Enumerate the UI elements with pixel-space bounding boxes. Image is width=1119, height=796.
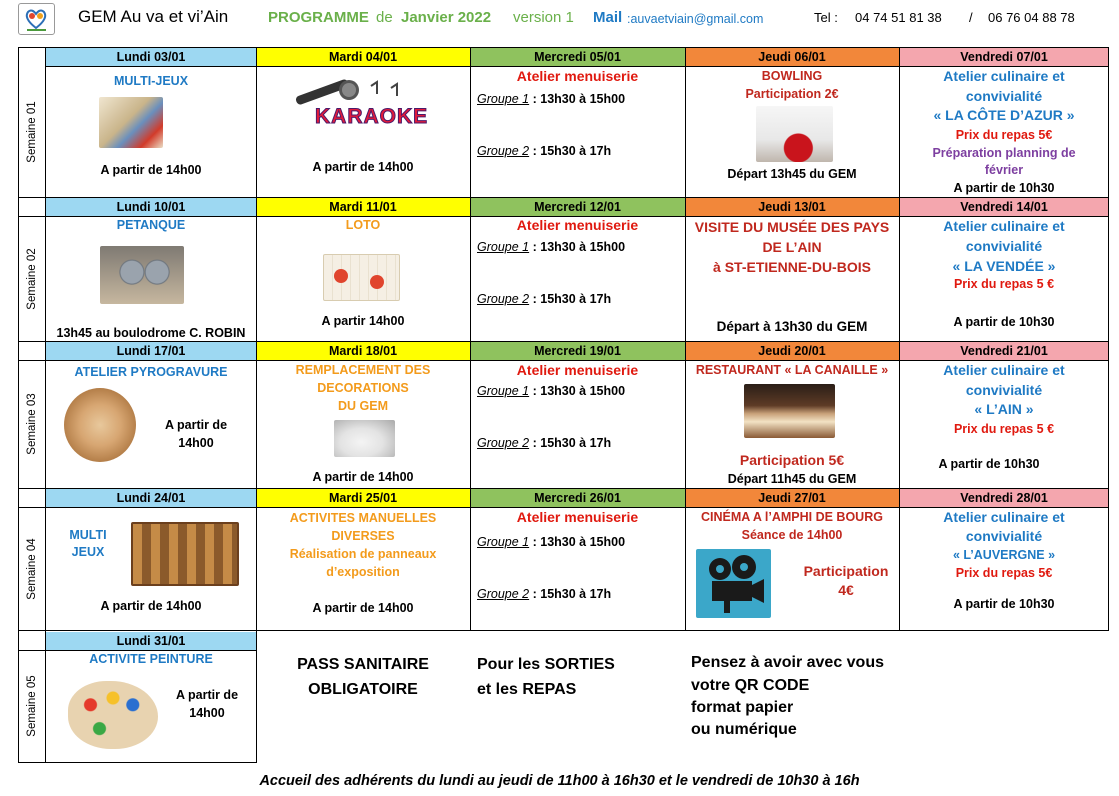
day-header-tuesday: Mardi 11/01 xyxy=(256,198,470,216)
tel-label: Tel : xyxy=(814,10,838,25)
activity-title: LOTO xyxy=(345,218,381,232)
board-games-photo xyxy=(99,97,163,148)
activity-title: ACTIVITES MANUELLES xyxy=(289,511,437,525)
grid-line xyxy=(470,47,471,631)
activity-time: A partir de 14h00 xyxy=(100,599,202,613)
day-header-thursday: Jeudi 13/01 xyxy=(685,198,899,216)
grid-line xyxy=(18,488,1109,489)
activity-title: DE L’AIN xyxy=(762,239,822,255)
activity-info: Départ 13h45 du GEM xyxy=(727,167,857,181)
activity-title: PETANQUE xyxy=(116,218,186,232)
karaoke-text: KARAOKE xyxy=(315,105,429,128)
programme-label: PROGRAMME xyxy=(268,9,369,26)
activity-time: A partir de 10h30 xyxy=(953,597,1055,611)
week-label: Semaine 04 xyxy=(26,538,38,600)
activity-theme: « L’AIN » xyxy=(974,401,1034,417)
programme-de: de xyxy=(376,9,393,26)
group-1-time: : 13h30 à 15h00 xyxy=(532,535,626,549)
group-2-schedule xyxy=(477,435,611,451)
programme-version: version 1 xyxy=(513,9,574,26)
group-1-schedule xyxy=(477,383,625,399)
game-box-photo xyxy=(131,522,239,586)
bowling-photo xyxy=(756,106,833,162)
grid-line xyxy=(18,47,19,763)
day-header-friday: Vendredi 14/01 xyxy=(899,198,1109,216)
seal-decoration-photo xyxy=(334,420,395,457)
film-camera-image xyxy=(696,549,771,618)
group-1-label: Groupe 1 xyxy=(477,92,530,106)
activity-subtitle: Séance de 14h00 xyxy=(741,528,843,542)
week-label: Semaine 05 xyxy=(26,675,38,737)
activity-title: ATELIER PYROGRAVURE xyxy=(74,365,228,379)
activity-time: A partir de 10h30 xyxy=(953,181,1055,195)
activity-time: A partir de 14h00 xyxy=(312,470,414,484)
qr-code-note: votre QR CODE xyxy=(691,677,810,694)
group-2-label: Groupe 2 xyxy=(477,436,530,450)
activity-price: Participation xyxy=(803,563,889,579)
activity-title: Atelier menuiserie xyxy=(516,509,639,525)
activity-theme: « LA CÔTE D’AZUR » xyxy=(933,107,1075,123)
activity-title: Atelier menuiserie xyxy=(516,68,639,84)
loto-token xyxy=(334,269,348,283)
activity-title: VISITE DU MUSÉE DES PAYS xyxy=(694,219,890,235)
qr-code-note: Pensez à avoir avec vous xyxy=(691,654,884,671)
week-label: Semaine 02 xyxy=(26,248,38,310)
mail-value[interactable]: :auvaetviain@gmail.com xyxy=(627,12,764,26)
activity-price: 4€ xyxy=(838,582,854,598)
activity-time: 14h00 xyxy=(178,436,214,450)
mail-label: Mail xyxy=(593,9,623,26)
activity-price: Prix du repas 5€ xyxy=(955,566,1053,580)
group-2-time: : 15h30 à 17h xyxy=(532,587,612,601)
day-header-wednesday: Mercredi 26/01 xyxy=(470,489,685,507)
activity-title: DIVERSES xyxy=(331,529,395,543)
group-2-label: Groupe 2 xyxy=(477,144,530,158)
activity-subtitle: convivialité xyxy=(965,382,1043,398)
group-2-time: : 15h30 à 17h xyxy=(532,436,612,450)
day-header-monday: Lundi 24/01 xyxy=(46,489,256,507)
group-1-schedule xyxy=(477,91,625,107)
pyrography-wood-photo xyxy=(64,388,136,462)
activity-price: Prix du repas 5 € xyxy=(953,277,1055,291)
activity-title: Atelier culinaire et xyxy=(943,68,1065,84)
activity-extra: février xyxy=(984,163,1024,177)
activity-theme: « LA VENDÉE » xyxy=(952,258,1056,274)
restaurant-photo xyxy=(744,384,835,438)
pass-sanitaire-note: PASS SANITAIRE xyxy=(297,656,429,673)
group-1-schedule xyxy=(477,239,625,255)
activity-title: CINÉMA A l’AMPHI DE BOURG xyxy=(701,510,883,524)
group-2-schedule xyxy=(477,586,611,602)
activity-subtitle: d’exposition xyxy=(326,565,400,579)
day-header-monday: Lundi 10/01 xyxy=(46,198,256,216)
day-header-friday: Vendredi 07/01 xyxy=(899,48,1109,66)
day-header-tuesday: Mardi 04/01 xyxy=(256,48,470,66)
activity-price: Participation 5€ xyxy=(739,452,845,468)
activity-subtitle: convivialité xyxy=(965,528,1043,544)
week-label: Semaine 03 xyxy=(26,393,38,455)
day-header-tuesday: Mardi 18/01 xyxy=(256,342,470,360)
day-header-friday: Vendredi 28/01 xyxy=(899,489,1109,507)
sorties-note: Pour les SORTIES xyxy=(477,656,615,673)
day-header-thursday: Jeudi 20/01 xyxy=(685,342,899,360)
sorties-note: et les REPAS xyxy=(477,681,577,698)
tel-separator: / xyxy=(969,10,973,25)
activity-theme: « L’AUVERGNE » xyxy=(952,548,1056,562)
activity-title: Atelier culinaire et xyxy=(943,509,1065,525)
activity-time: A partir 14h00 xyxy=(321,314,405,328)
grid-line xyxy=(18,47,1109,48)
activity-title: Atelier menuiserie xyxy=(516,362,639,378)
day-header-wednesday: Mercredi 12/01 xyxy=(470,198,685,216)
grid-line xyxy=(18,197,1109,198)
activity-title: REMPLACEMENT DES xyxy=(295,363,431,377)
activity-time: A partir de 10h30 xyxy=(953,315,1055,329)
activity-title: à ST-ETIENNE-DU-BOIS xyxy=(713,259,871,275)
tel-1: 04 74 51 81 38 xyxy=(855,10,942,25)
group-2-label: Groupe 2 xyxy=(477,587,530,601)
qr-code-note: format papier xyxy=(691,699,794,716)
activity-info: Départ 11h45 du GEM xyxy=(727,472,857,486)
week-label: Semaine 01 xyxy=(26,101,38,163)
activity-price: Participation 2€ xyxy=(745,87,839,101)
day-header-wednesday: Mercredi 19/01 xyxy=(470,342,685,360)
activity-title: RESTAURANT « LA CANAILLE » xyxy=(695,363,889,377)
group-2-schedule xyxy=(477,143,611,159)
heart-logo-icon xyxy=(19,4,54,34)
activity-time: A partir de xyxy=(175,688,239,702)
group-1-label: Groupe 1 xyxy=(477,384,530,398)
activity-time: A partir de xyxy=(164,418,228,432)
activity-subtitle: Réalisation de panneaux xyxy=(289,547,437,561)
activity-title: Atelier culinaire et xyxy=(943,362,1065,378)
activity-price: Prix du repas 5€ xyxy=(955,128,1053,142)
group-1-label: Groupe 1 xyxy=(477,535,530,549)
paint-palette-photo xyxy=(68,681,158,749)
group-2-time: : 15h30 à 17h xyxy=(532,292,612,306)
day-header-friday: Vendredi 21/01 xyxy=(899,342,1109,360)
activity-title: Atelier culinaire et xyxy=(943,218,1065,234)
group-1-schedule xyxy=(477,534,625,550)
activity-title: BOWLING xyxy=(761,69,823,83)
day-header-monday: Lundi 17/01 xyxy=(46,342,256,360)
footer-opening-hours: Accueil des adhérents du lundi au jeudi de 11h00 à 16h30 et le vendredi de 10h30 à 16h xyxy=(259,773,860,789)
activity-title: DU GEM xyxy=(338,399,388,413)
activity-title: DECORATIONS xyxy=(317,381,409,395)
activity-time: 14h00 xyxy=(189,706,225,720)
grid-line xyxy=(18,630,1109,631)
gem-logo xyxy=(18,3,55,35)
activity-title: MULTI xyxy=(69,528,107,542)
activity-time: 13h45 au boulodrome C. ROBIN xyxy=(56,326,246,340)
tel-2: 06 76 04 88 78 xyxy=(988,10,1075,25)
group-1-time: : 13h30 à 15h00 xyxy=(532,92,626,106)
activity-info: Départ à 13h30 du GEM xyxy=(716,319,868,334)
pass-sanitaire-note: OBLIGATOIRE xyxy=(308,681,418,698)
qr-code-note: ou numérique xyxy=(691,721,797,738)
loto-token xyxy=(370,275,384,289)
group-1-label: Groupe 1 xyxy=(477,240,530,254)
grid-line xyxy=(18,762,256,763)
day-header-monday: Lundi 03/01 xyxy=(46,48,256,66)
group-1-time: : 13h30 à 15h00 xyxy=(532,384,626,398)
programme-month: Janvier 2022 xyxy=(401,9,492,26)
day-header-thursday: Jeudi 06/01 xyxy=(685,48,899,66)
activity-price: Prix du repas 5 € xyxy=(953,422,1055,436)
activity-title: ACTIVITE PEINTURE xyxy=(89,652,213,666)
petanque-balls-photo xyxy=(100,246,184,304)
activity-title: Atelier menuiserie xyxy=(516,217,639,233)
group-2-label: Groupe 2 xyxy=(477,292,530,306)
activity-time: A partir de 14h00 xyxy=(312,160,414,174)
day-header-thursday: Jeudi 27/01 xyxy=(685,489,899,507)
activity-title: JEUX xyxy=(71,545,105,559)
activity-time: A partir de 14h00 xyxy=(100,163,202,177)
activity-time: A partir de 14h00 xyxy=(312,601,414,615)
activity-title: MULTI-JEUX xyxy=(113,74,189,88)
group-2-time: : 15h30 à 17h xyxy=(532,144,612,158)
loto-card-photo xyxy=(323,254,400,301)
activity-subtitle: convivialité xyxy=(965,88,1043,104)
film-camera-icon xyxy=(696,549,771,618)
activity-extra: Préparation planning de xyxy=(932,146,1076,160)
activity-time: A partir de 10h30 xyxy=(938,457,1040,471)
day-header-monday: Lundi 31/01 xyxy=(46,632,256,650)
org-name: GEM Au va et vi’Ain xyxy=(78,7,229,26)
day-header-tuesday: Mardi 25/01 xyxy=(256,489,470,507)
day-header-wednesday: Mercredi 05/01 xyxy=(470,48,685,66)
karaoke-image xyxy=(291,78,431,133)
activity-subtitle: convivialité xyxy=(965,238,1043,254)
group-2-schedule xyxy=(477,291,611,307)
group-1-time: : 13h30 à 15h00 xyxy=(532,240,626,254)
